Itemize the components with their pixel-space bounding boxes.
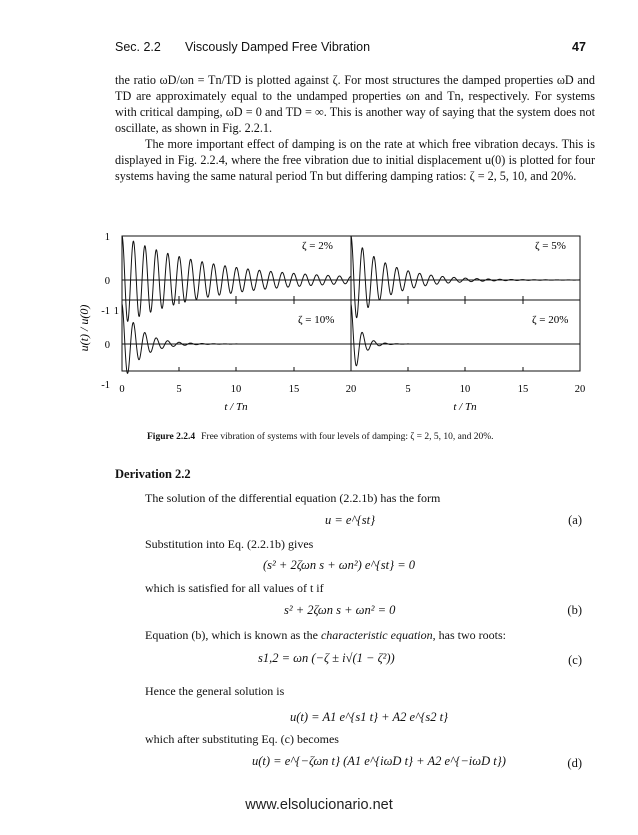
- xlabel-left: t / Tn: [224, 401, 248, 413]
- general-solution-text: Hence the general solution is: [145, 684, 285, 698]
- ytick-upper-0: 0: [104, 276, 110, 287]
- characteristic-prefix: Equation (b), which is known as the: [145, 628, 321, 642]
- equation-substituted: (s² + 2ζωn s + ωn²) e^{st} = 0: [263, 558, 416, 572]
- panel-label-zeta-5: ζ = 5%: [535, 240, 566, 252]
- xlabel-right: t / Tn: [453, 401, 477, 413]
- xtick-left-0: 0: [119, 384, 125, 395]
- equation-general: u(t) = A1 e^{s1 t} + A2 e^{s2 t}: [290, 710, 449, 724]
- xtick-left-5: 5: [176, 384, 182, 395]
- running-title: Viscously Damped Free Vibration: [185, 40, 371, 54]
- xtick-right-15: 15: [517, 384, 529, 395]
- derivation-title: Derivation 2.2: [115, 467, 191, 481]
- substitution-text: Substitution into Eq. (2.2.1b) gives: [145, 537, 314, 551]
- panel-frame-bottom-left: [122, 300, 351, 371]
- equation-b-number: (b): [567, 603, 582, 617]
- ytick-lower-0: 0: [104, 340, 110, 351]
- derivation-intro: The solution of the differential equation (2.2.1b) has the form: [145, 491, 441, 505]
- equation-d: u(t) = e^{−ζωn t} (A1 e^{iωD t} + A2 e^{−iωD t}): [252, 754, 506, 768]
- equation-a: u = e^{st}: [325, 513, 376, 527]
- ytick-lower-1: 1: [113, 306, 119, 317]
- figure-ylabel: u(t) / u(0): [77, 304, 91, 352]
- ytick-upper-neg1: -1: [101, 306, 110, 317]
- panel-label-zeta-2: ζ = 2%: [302, 240, 333, 252]
- panel-frame-bottom-right: [351, 300, 580, 371]
- figure-caption-label: Figure 2.2.4: [147, 432, 196, 442]
- intro-paragraph-2: The more important effect of damping is on the rate at which free vibration decays. This is displayed in Fig. 2.2.4, where the free vibration due to initial displacement u(0) is plotted for four systems having the same natural period Tn but differing damping ratios: ζ = 2, 5, 10, and 20%.: [115, 137, 595, 183]
- xtick-right-20: 20: [574, 384, 586, 395]
- figure-2-2-4: [70, 228, 610, 428]
- panel-label-zeta-10: ζ = 10%: [298, 314, 335, 326]
- footer-url: www.elsolucionario.net: [245, 797, 393, 813]
- xtick-right-10: 10: [459, 384, 471, 395]
- after-substitution-text: which after substituting Eq. (c) becomes: [145, 732, 339, 746]
- intro-paragraph-1: the ratio ωD/ωn = Tn/TD is plotted against ζ. For most structures the damped properties ωD and TD are approximately equal to the undamped properties ωn and Tn, respectively. For systems with critical damping, ωD = 0 and TD = ∞. This is another way of saying that the system does not oscillate, as shown in Fig. 2.2.1.: [115, 73, 595, 135]
- satisfied-text: which is satisfied for all values of t if: [145, 581, 324, 595]
- xtick-left-15: 15: [288, 384, 300, 395]
- characteristic-term: characteristic equation: [320, 628, 433, 642]
- intro-text: [115, 72, 595, 184]
- figure-caption-text: Free vibration of systems with four levels of damping: ζ = 2, 5, 10, and 20%.: [201, 432, 494, 442]
- characteristic-text: [145, 628, 506, 643]
- page-number: 47: [572, 40, 586, 54]
- equation-c: s1,2 = ωn (−ζ ± i√(1 − ζ²)): [258, 651, 395, 665]
- xtick-right-5: 5: [405, 384, 411, 395]
- ytick-lower-neg1: -1: [101, 380, 110, 391]
- characteristic-suffix: , has two roots:: [432, 628, 506, 642]
- equation-c-number: (c): [568, 653, 582, 667]
- panel-label-zeta-20: ζ = 20%: [532, 314, 569, 326]
- running-section: Sec. 2.2: [115, 40, 161, 54]
- ytick-upper-1: 1: [104, 232, 110, 243]
- equation-a-number: (a): [568, 513, 582, 527]
- xtick-left-10: 10: [230, 384, 242, 395]
- xtick-left-20: 20: [345, 384, 357, 395]
- equation-d-number: (d): [567, 756, 582, 770]
- figure-caption: [147, 432, 607, 442]
- equation-b: s² + 2ζωn s + ωn² = 0: [284, 603, 396, 617]
